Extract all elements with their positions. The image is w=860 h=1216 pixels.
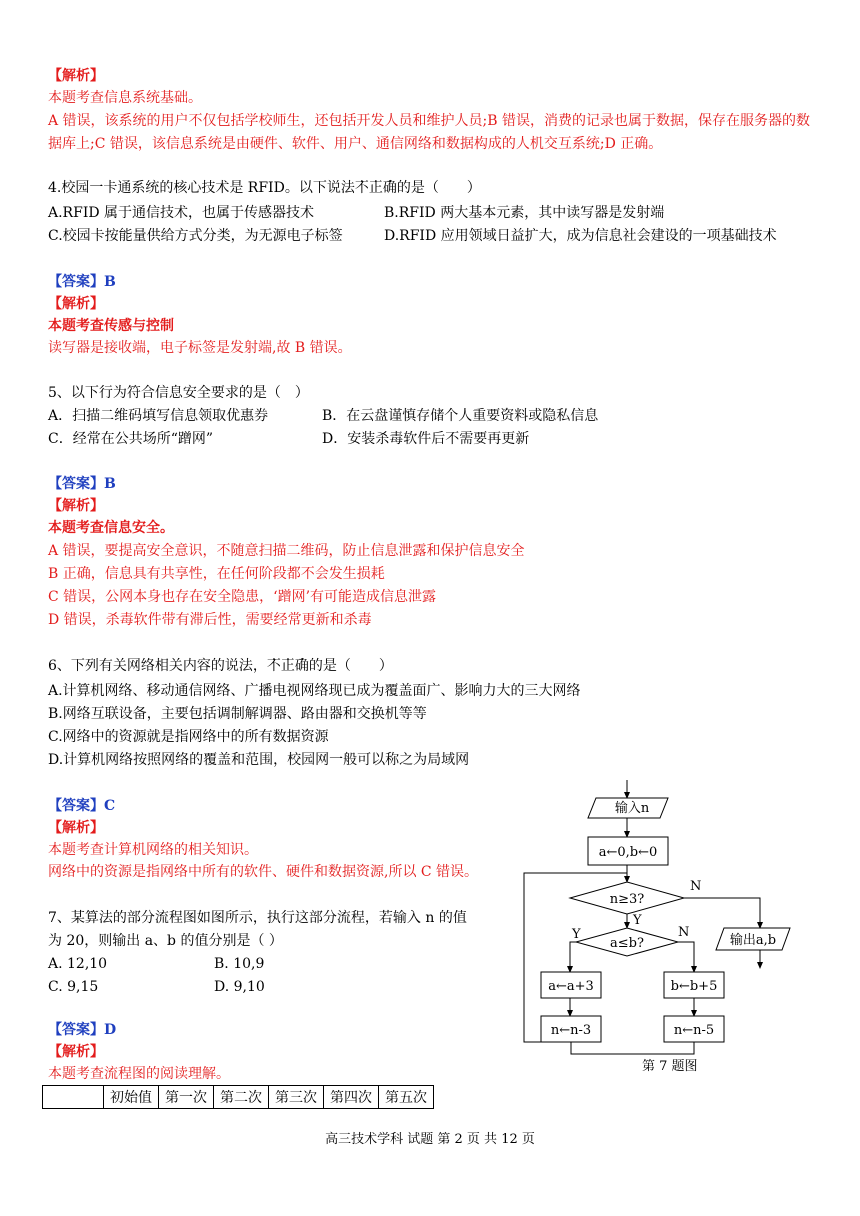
q6-option-c: C.网络中的资源就是指网络中的所有数据资源 — [48, 729, 329, 745]
q4-stem-emph-2: 正 — [368, 180, 383, 196]
q5-stem: 5、以下行为符合信息安全要求的是（ ） — [48, 385, 309, 401]
flow-right-step2-text: n←n-5 — [673, 1023, 715, 1038]
q4-analysis-tag: 【解析】 — [48, 296, 104, 312]
flow-cond2-yes-label: Y — [572, 927, 581, 942]
q4-stem-suffix: 的是（ ） — [396, 180, 481, 196]
q5-topic: 本题考查信息安全。 — [48, 520, 174, 536]
q4-stem-emph-1: 不 — [354, 180, 369, 196]
flow-arrow — [678, 942, 694, 970]
q3-explanation: A 错误，该系统的用户不仅包括学校师生，还包括开发人员和维护人员;B 错误，消费的记录也属于数据，保存在服务器的数据库上;C 错误，该信息系统是由硬件、软件、用户、通信网络和数据构成的人机交互系统;D 正确。 — [48, 113, 811, 152]
q4-explanation: 读写器是接收端，电子标签是发射端,故 B 错误。 — [48, 340, 352, 356]
trace-table — [42, 1085, 434, 1109]
q7-stem-line1: 7、某算法的部分流程图如图所示，执行这部分流程，若输入 n 的值 — [48, 910, 467, 926]
q6-option-a: A.计算机网络、移动通信网络、广播电视网络现已成为覆盖面广、影响力大的三大网络 — [48, 683, 581, 699]
q6-stem-suffix: 的是（ ） — [308, 658, 393, 674]
flow-output-text: 输出a,b — [729, 933, 777, 948]
q4-stem-emph-3: 确 — [382, 180, 397, 196]
flowchart-figure — [520, 778, 820, 1078]
q4-topic: 本题考查传感与控制 — [48, 318, 174, 334]
q7-topic: 本题考查流程图的阅读理解。 — [48, 1066, 230, 1082]
q5-option-d: D．安装杀毒软件后不需要再更新 — [322, 431, 530, 447]
q5-explanation-d: D 错误，杀毒软件带有滞后性，需要经常更新和杀毒 — [48, 612, 372, 628]
q4-option-a: A.RFID 属于通信技术，也属于传感器技术 — [48, 205, 315, 221]
q6-explanation: 网络中的资源是指网络中所有的软件、硬件和数据资源,所以 C 错误。 — [48, 864, 479, 880]
q7-option-d: D. 9,10 — [214, 979, 265, 995]
q6-option-d: D.计算机网络按照网络的覆盖和范围，校园网一般可以称之为局域网 — [48, 752, 470, 768]
trace-table-header-cell: 第一次 — [159, 1086, 214, 1109]
trace-table-header-cell: 初始值 — [104, 1086, 159, 1109]
q4-option-c: C.校园卡按能量供给方式分类，为无源电子标签 — [48, 228, 343, 244]
q7-answer: 【答案】D — [48, 1022, 117, 1038]
q6-answer: 【答案】C — [48, 798, 116, 814]
q6-analysis-tag: 【解析】 — [48, 820, 104, 836]
flow-right-step1-text: b←b+5 — [670, 979, 718, 994]
trace-table-header-cell: 第二次 — [214, 1086, 269, 1109]
q7-analysis-tag: 【解析】 — [48, 1044, 104, 1060]
flow-init-text: a←0,b←0 — [598, 845, 658, 860]
flow-arrow — [570, 942, 576, 970]
flow-left-step1-text: a←a+3 — [548, 979, 594, 994]
q7-stem-line2: 为 20，则输出 a、b 的值分别是（ ） — [48, 933, 283, 949]
q5-analysis-tag: 【解析】 — [48, 498, 104, 514]
q5-option-a: A．扫描二维码填写信息领取优惠券 — [48, 408, 269, 424]
q6-stem-emph-2: 正 — [280, 658, 295, 674]
trace-table-header-cell: 第四次 — [324, 1086, 379, 1109]
q6-stem-prefix: 6、下列有关网络相关内容的说法， — [48, 658, 267, 674]
q6-option-b: B.网络互联设备，主要包括调制解调器、路由器和交换机等等 — [48, 706, 427, 722]
q3-analysis-tag: 【解析】 — [48, 68, 104, 84]
q5-explanation-a: A 错误，要提高安全意识，不随意扫描二维码，防止信息泄露和保护信息安全 — [48, 543, 525, 559]
q7-option-b: B. 10,9 — [214, 956, 265, 972]
q4-answer: 【答案】B — [48, 274, 116, 290]
flow-left-step2-text: n←n-3 — [550, 1023, 592, 1038]
q3-topic: 本题考查信息系统基础。 — [48, 90, 202, 106]
flow-arrow — [684, 898, 760, 926]
q4-option-d: D.RFID 应用领域日益扩大，成为信息社会建设的一项基础技术 — [384, 228, 777, 244]
flow-cond2-no-label: N — [678, 925, 690, 940]
q7-option-a: A. 12,10 — [48, 956, 108, 972]
q6-stem-emph-3: 确 — [294, 658, 309, 674]
q4-stem — [48, 178, 481, 198]
trace-table-header-cell — [43, 1086, 104, 1109]
q5-option-c: C．经常在公共场所“蹭网” — [48, 431, 214, 447]
trace-table-header-row — [43, 1086, 434, 1109]
flow-cond1-text: n≥3? — [609, 892, 645, 907]
page-footer: 高三技术学科 试题 第 2 页 共 12 页 — [325, 1132, 535, 1147]
trace-table-header-cell: 第三次 — [269, 1086, 324, 1109]
q4-option-b: B.RFID 两大基本元素，其中读写器是发射端 — [384, 205, 665, 221]
q4-stem-prefix: 4.校园一卡通系统的核心技术是 RFID。以下说法 — [48, 180, 355, 196]
q5-option-b: B．在云盘谨慎存储个人重要资料或隐私信息 — [322, 408, 599, 424]
flow-merge-line — [571, 1042, 694, 1054]
q6-stem-emph-1: 不 — [266, 658, 281, 674]
trace-table-header-cell: 第五次 — [379, 1086, 434, 1109]
q6-topic: 本题考查计算机网络的相关知识。 — [48, 842, 258, 858]
flow-cond2-text: a≤b? — [610, 936, 644, 951]
q5-explanation-c: C 错误，公网本身也存在安全隐患，‘蹭网’有可能造成信息泄露 — [48, 589, 437, 605]
flow-cond1-no-label: N — [690, 879, 702, 894]
q5-answer: 【答案】B — [48, 476, 116, 492]
q6-stem — [48, 656, 393, 676]
flow-caption: 第 7 题图 — [642, 1059, 698, 1074]
flow-input-text: 输入n — [614, 801, 650, 816]
q5-explanation-b: B 正确，信息具有共享性，在任何阶段都不会发生损耗 — [48, 566, 385, 582]
flow-cond1-yes-label: Y — [633, 913, 642, 928]
q7-option-c: C. 9,15 — [48, 979, 99, 995]
